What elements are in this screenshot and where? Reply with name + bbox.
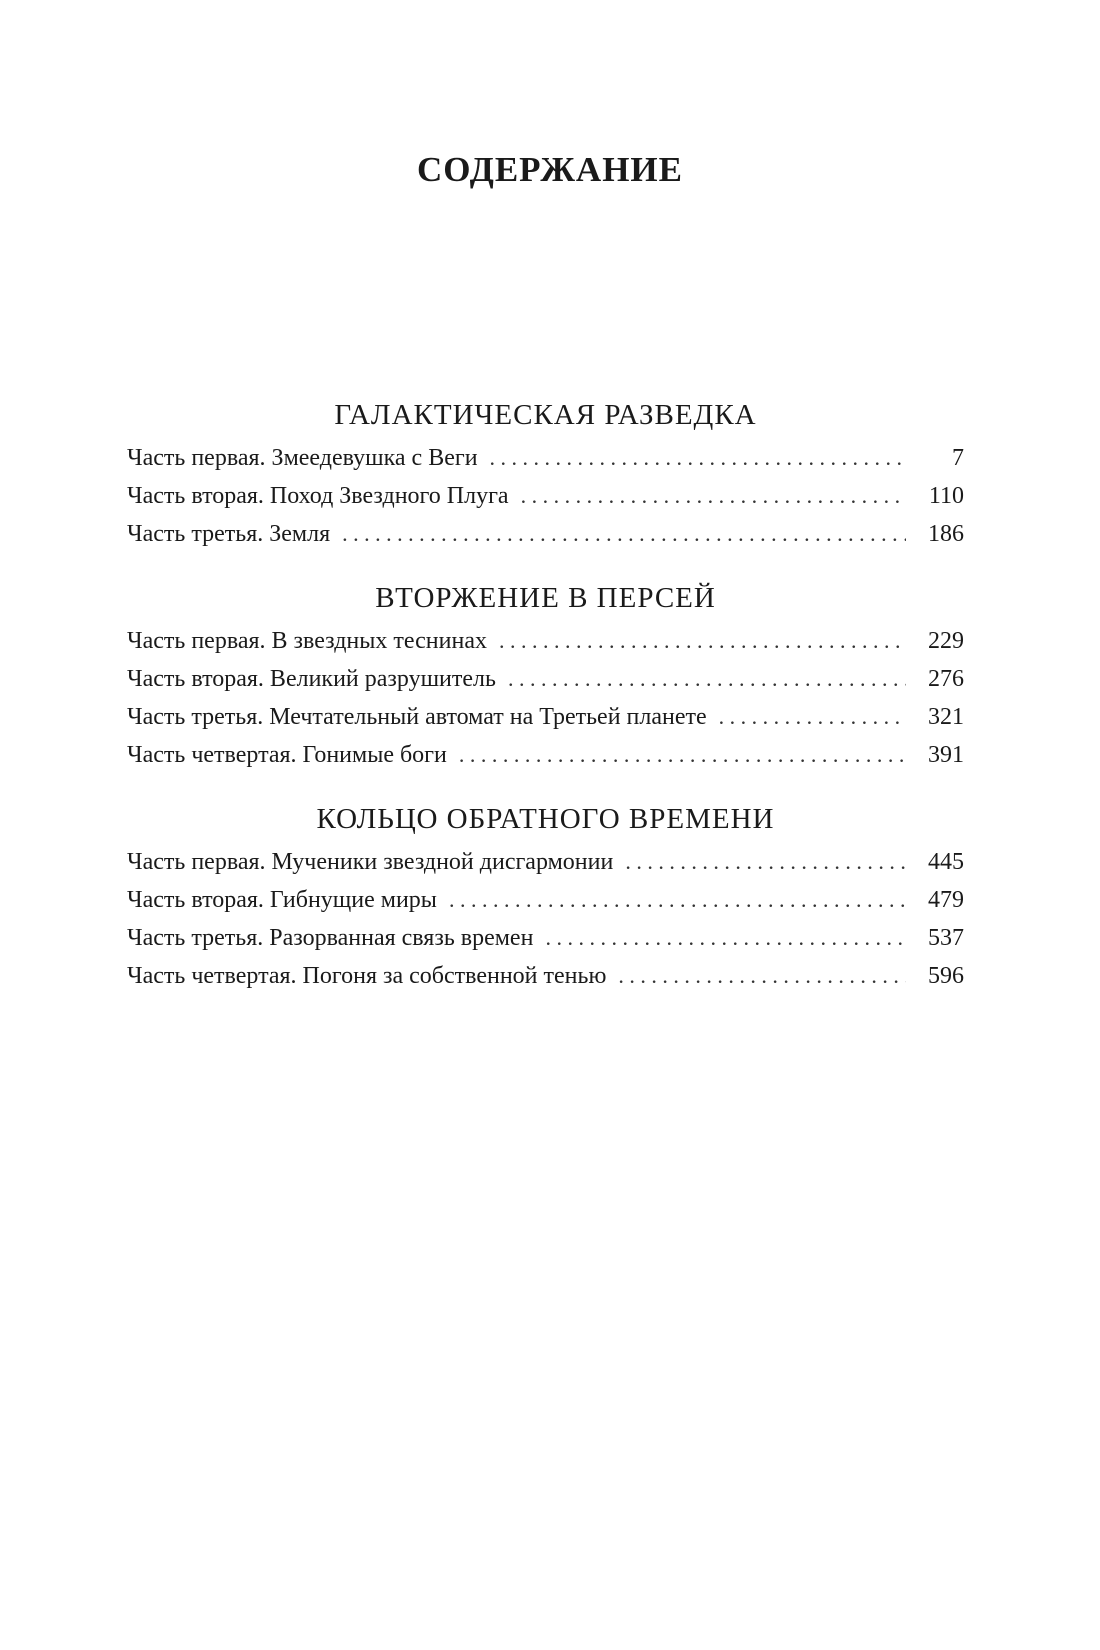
dot-leader — [490, 439, 906, 477]
toc-entry[interactable] — [127, 957, 964, 995]
toc-entry[interactable] — [127, 622, 964, 660]
dot-leader — [508, 660, 906, 698]
toc-section — [127, 576, 964, 774]
entry-title: Часть вторая. Поход Звездного Плуга — [127, 483, 509, 509]
entry-title: Часть четвертая. Погоня за собственной тенью — [127, 963, 607, 989]
entry-page-number: 479 — [928, 887, 964, 913]
entry-page-number: 7 — [952, 445, 964, 471]
entry-page-number: 186 — [928, 521, 964, 547]
page-title: СОДЕРЖАНИЕ — [416, 150, 683, 189]
toc-section — [127, 797, 964, 995]
toc-entry[interactable] — [127, 515, 964, 553]
entry-title: Часть третья. Мечтательный автомат на Третьей планете — [127, 704, 707, 730]
entry-title: Часть первая. Мученики звездной дисгармонии — [127, 849, 614, 875]
entry-title: Часть первая. Змеедевушка с Веги — [127, 445, 478, 471]
entry-title: Часть вторая. Гибнущие миры — [127, 887, 437, 913]
toc-entry[interactable] — [127, 439, 964, 477]
entry-page-number: 391 — [928, 742, 964, 768]
entry-page-number: 110 — [928, 483, 964, 509]
entry-title: Часть четвертая. Гонимые боги — [127, 742, 447, 768]
toc-entry[interactable] — [127, 736, 964, 774]
toc-entry[interactable] — [127, 477, 964, 515]
entry-page-number: 229 — [928, 628, 964, 654]
dot-leader — [342, 515, 906, 553]
toc-entry[interactable] — [127, 919, 964, 957]
dot-leader — [618, 957, 906, 995]
dot-leader — [719, 698, 906, 736]
entry-page-number: 537 — [928, 925, 964, 951]
entry-title: Часть третья. Разорванная связь времен — [127, 925, 534, 951]
dot-leader — [449, 881, 906, 919]
toc-entry[interactable] — [127, 660, 964, 698]
toc-entry[interactable] — [127, 881, 964, 919]
entry-page-number: 276 — [928, 666, 964, 692]
entry-title: Часть первая. В звездных теснинах — [127, 628, 487, 654]
toc-entry[interactable] — [127, 698, 964, 736]
section-title: ВТОРЖЕНИЕ В ПЕРСЕЙ — [375, 582, 716, 614]
entry-title: Часть вторая. Великий разрушитель — [127, 666, 496, 692]
entry-title: Часть третья. Земля — [127, 521, 331, 547]
toc-entry[interactable] — [127, 843, 964, 881]
dot-leader — [545, 919, 906, 957]
section-title: КОЛЬЦО ОБРАТНОГО ВРЕМЕНИ — [316, 803, 775, 835]
section-title: ГАЛАКТИЧЕСКАЯ РАЗВЕДКА — [334, 399, 757, 431]
dot-leader — [499, 622, 906, 660]
dot-leader — [521, 477, 906, 515]
toc-section — [127, 393, 964, 553]
dot-leader — [459, 736, 906, 774]
entry-page-number: 321 — [928, 704, 964, 730]
table-of-contents — [127, 393, 964, 1018]
dot-leader — [625, 843, 906, 881]
entry-page-number: 445 — [928, 849, 964, 875]
entry-page-number: 596 — [928, 963, 964, 989]
